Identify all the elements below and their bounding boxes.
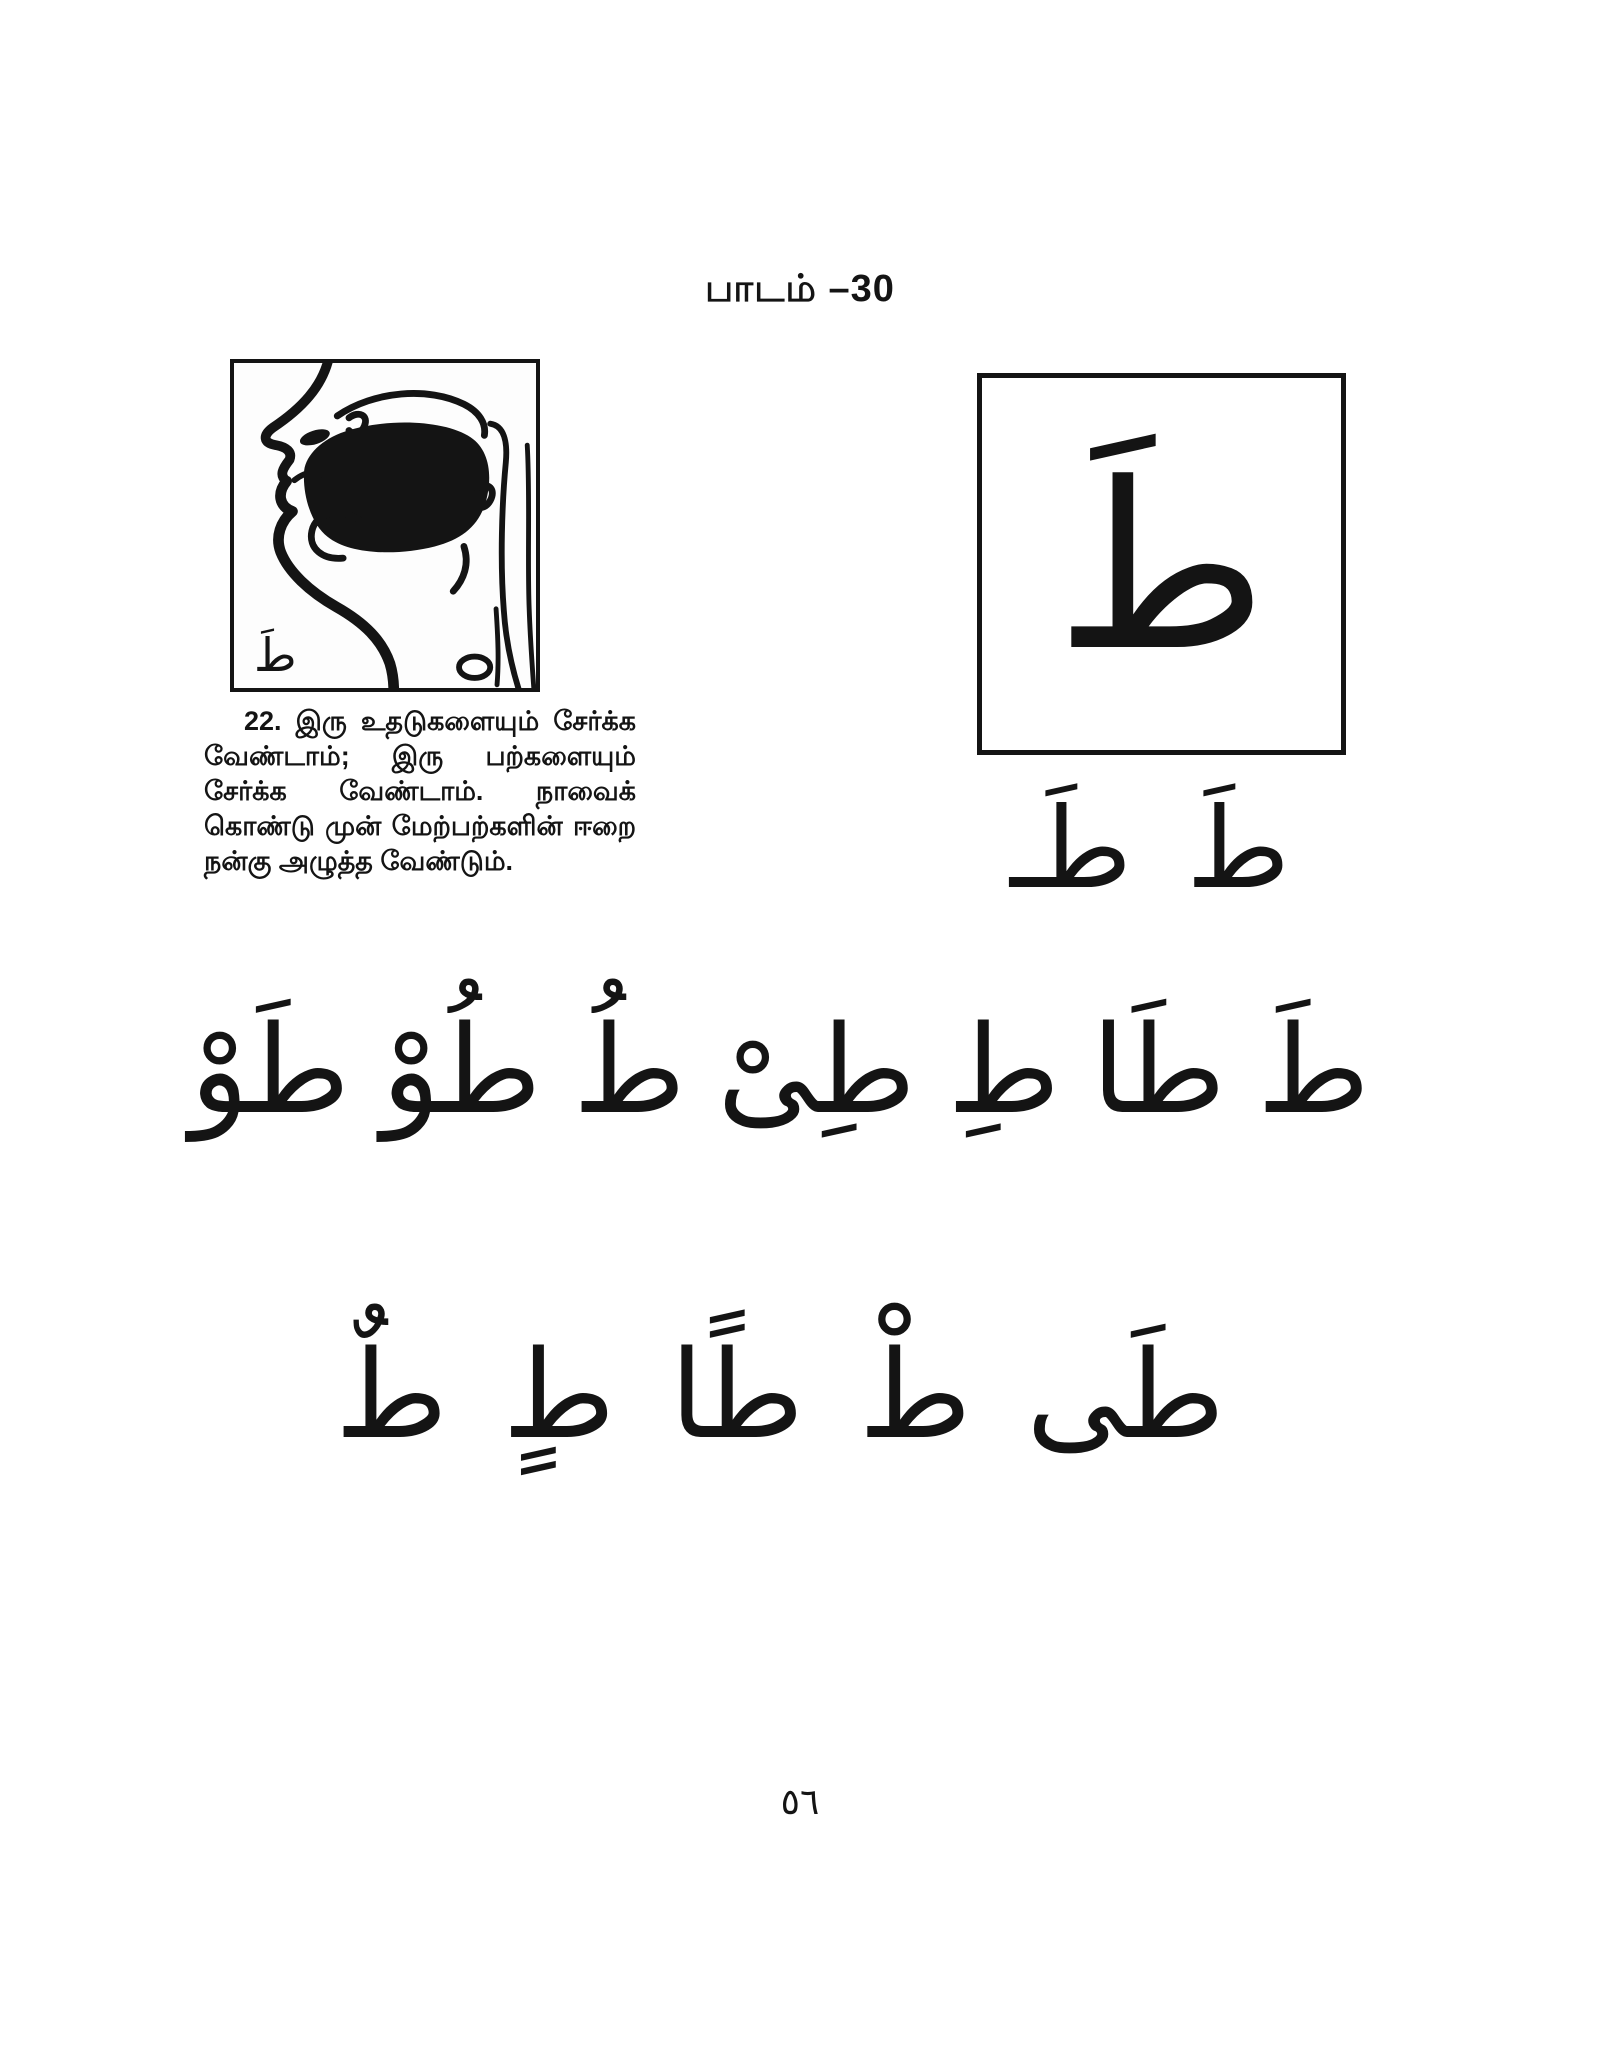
throat-front-line [490,424,519,688]
practice-letter: طٍ [502,1324,616,1466]
larynx-circle [459,657,490,678]
practice-row-2 [335,1325,1225,1465]
practice-letter: طُوْ [381,999,542,1141]
practice-letter: طَ [1257,999,1370,1141]
letter-card [977,373,1346,755]
practice-letter: طِىْ [717,999,916,1141]
diagram-letter-label: طَ [254,628,297,682]
tongue-articulation-fill [304,423,489,553]
letter-form-initial: طَـ [1010,784,1132,914]
practice-letter: طَا [1091,999,1226,1141]
pronunciation-instructions: 22. இரு உதடுகளையும் சேர்க்க வேண்டாம்; இரு பற்களையும் சேர்க்க வேண்டாம். நாவைக் கொண்டு முன் மேற்பற்களின் ஈறை நன்கு அழுத்த வேண்டும். [204,706,636,876]
practice-letter: طٌ [335,1324,448,1466]
mouth-diagram [230,359,540,692]
letter-form-isolated: طَ [1186,784,1290,914]
letter-forms-row [1010,784,1290,914]
main-letter: طَ [1055,435,1268,702]
practice-letter: طِ [947,999,1061,1141]
practice-letter: طَى [1026,1324,1225,1466]
neck-back-line [527,445,534,688]
epiglottis-line [453,546,466,591]
practice-row-1 [190,1000,1370,1140]
page-number: ٥٦ [780,1782,820,1823]
throat-inner-line [496,609,498,685]
practice-letter: طَوْ [190,999,351,1141]
lesson-title: பாடம் –30 [705,268,895,310]
practice-letter: طًا [669,1324,805,1466]
practice-letter: طُ [573,999,686,1141]
practice-letter: طْ [858,1324,972,1466]
